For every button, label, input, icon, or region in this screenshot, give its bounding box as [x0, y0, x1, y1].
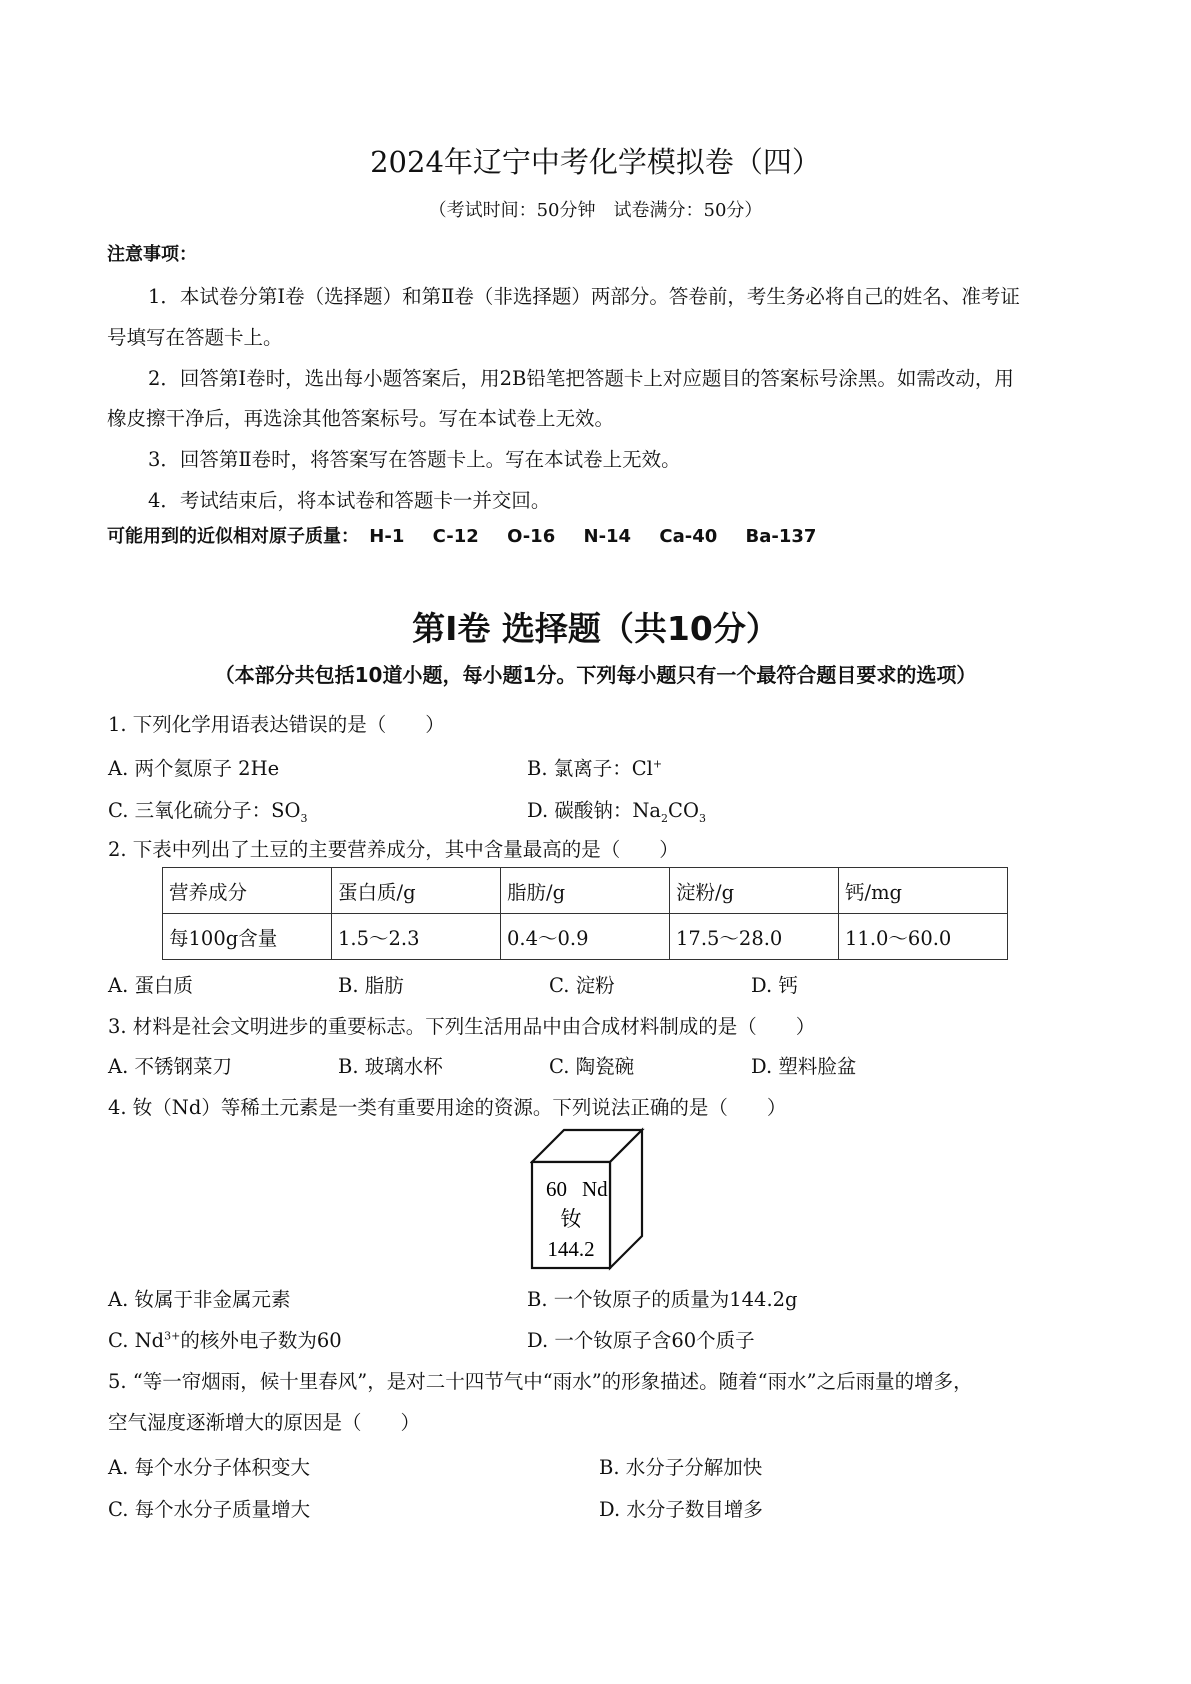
q4-option-c: C. $Nd^{3+}$的核外电子数为60: [108, 1329, 342, 1352]
note-4: 4．考试结束后，将本试卷和答题卡一并交回。: [148, 489, 551, 512]
mass-ca: Ca-40: [659, 526, 718, 547]
q2-option-d: D. 钙: [751, 974, 798, 997]
section-title: 第Ⅰ卷 选择题（共10分）: [412, 609, 779, 648]
table-header-cell: 脂肪/g: [501, 868, 670, 914]
q3-option-a: A. 不锈钢菜刀: [108, 1055, 232, 1078]
q1-option-b: B. 氯离子：Cl+: [527, 757, 663, 780]
q3-option-d: D. 塑料脸盆: [751, 1055, 857, 1078]
q2-option-b: B. 脂肪: [338, 974, 404, 997]
q2-stem: 2. 下表中列出了土豆的主要营养成分，其中含量最高的是（ ）: [108, 838, 679, 861]
q2-option-a: A. 蛋白质: [108, 974, 193, 997]
q1-option-d: D. 碳酸钠：$Na_2CO_3$: [527, 799, 706, 825]
q5-stem-line-2: 空气湿度逐渐增大的原因是（ ）: [108, 1411, 421, 1434]
q1-stem: 1. 下列化学用语表达错误的是（ ）: [108, 713, 445, 736]
q1-option-a: A. 两个氦原子 2He: [108, 757, 280, 780]
atomic-masses: [107, 522, 838, 548]
q4-option-a: A. 钕属于非金属元素: [108, 1288, 291, 1311]
q5-option-b: B. 水分子分解加快: [599, 1456, 763, 1479]
atomic-masses-label: 可能用到的近似相对原子质量：: [107, 526, 359, 547]
table-header-cell: 淀粉/g: [670, 868, 839, 914]
table-header-cell: 钙/mg: [839, 868, 1008, 914]
element-number: 60: [546, 1177, 567, 1201]
element-mass: 144.2: [547, 1237, 595, 1261]
q1-option-c: C. 三氧化硫分子：$SO_3$: [108, 799, 308, 825]
note-3: 3．回答第Ⅱ卷时，将答案写在答题卡上。写在本试卷上无效。: [148, 448, 681, 471]
q5-stem-line-1: 5. “等一帘烟雨，候十里春风”，是对二十四节气中“雨水”的形象描述。随着“雨水”之后雨量的增多，: [108, 1370, 973, 1393]
note-1-line-2: 号填写在答题卡上。: [107, 326, 283, 349]
mass-ba: Ba-137: [745, 526, 817, 547]
q4-option-d: D. 一个钕原子含60个质子: [527, 1329, 755, 1352]
table-header-row: [163, 868, 1008, 914]
table-header-cell: 蛋白质/g: [332, 868, 501, 914]
exam-title: 2024年辽宁中考化学模拟卷（四）: [370, 145, 821, 179]
q3-option-b: B. 玻璃水杯: [338, 1055, 443, 1078]
q3-stem: 3. 材料是社会文明进步的重要标志。下列生活用品中由合成材料制成的是（ ）: [108, 1015, 816, 1038]
note-2-line-1: 2．回答第Ⅰ卷时，选出每小题答案后，用2B铅笔把答题卡上对应题目的答案标号涂黑。如需改动，用: [148, 367, 1014, 390]
element-symbol: Nd: [582, 1177, 608, 1201]
table-cell: 0.4～0.9: [501, 914, 670, 960]
q4-stem: 4. 钕（Nd）等稀土元素是一类有重要用途的资源。下列说法正确的是（ ）: [108, 1096, 787, 1119]
table-cell: 11.0～60.0: [839, 914, 1008, 960]
exam-subtitle: （考试时间：50分钟 试卷满分：50分）: [428, 200, 763, 221]
element-name: 钕: [560, 1207, 582, 1231]
nutrition-table: [162, 867, 1008, 960]
q4-option-b: B. 一个钕原子的质量为144.2g: [527, 1288, 798, 1311]
table-cell: 1.5～2.3: [332, 914, 501, 960]
q5-option-d: D. 水分子数目增多: [599, 1498, 763, 1521]
table-row: [163, 914, 1008, 960]
table-cell: 每100g含量: [163, 914, 332, 960]
q5-option-c: C. 每个水分子质量增大: [108, 1498, 311, 1521]
q5-option-a: A. 每个水分子体积变大: [108, 1456, 310, 1479]
table-header-cell: 营养成分: [163, 868, 332, 914]
mass-h: H-1: [369, 526, 405, 547]
notes-heading: 注意事项：: [107, 244, 197, 265]
table-cell: 17.5～28.0: [670, 914, 839, 960]
q2-option-c: C. 淀粉: [549, 974, 615, 997]
note-1-line-1: 1．本试卷分第Ⅰ卷（选择题）和第Ⅱ卷（非选择题）两部分。答卷前，考生务必将自己的姓名、准考证: [148, 285, 1020, 308]
mass-c: C-12: [432, 526, 479, 547]
mass-o: O-16: [507, 526, 556, 547]
element-cube: [530, 1126, 646, 1272]
q3-option-c: C. 陶瓷碗: [549, 1055, 635, 1078]
note-2-line-2: 橡皮擦干净后，再选涂其他答案标号。写在本试卷上无效。: [107, 407, 615, 430]
mass-n: N-14: [583, 526, 632, 547]
section-description: （本部分共包括10道小题，每小题1分。下列每小题只有一个最符合题目要求的选项）: [214, 663, 977, 687]
